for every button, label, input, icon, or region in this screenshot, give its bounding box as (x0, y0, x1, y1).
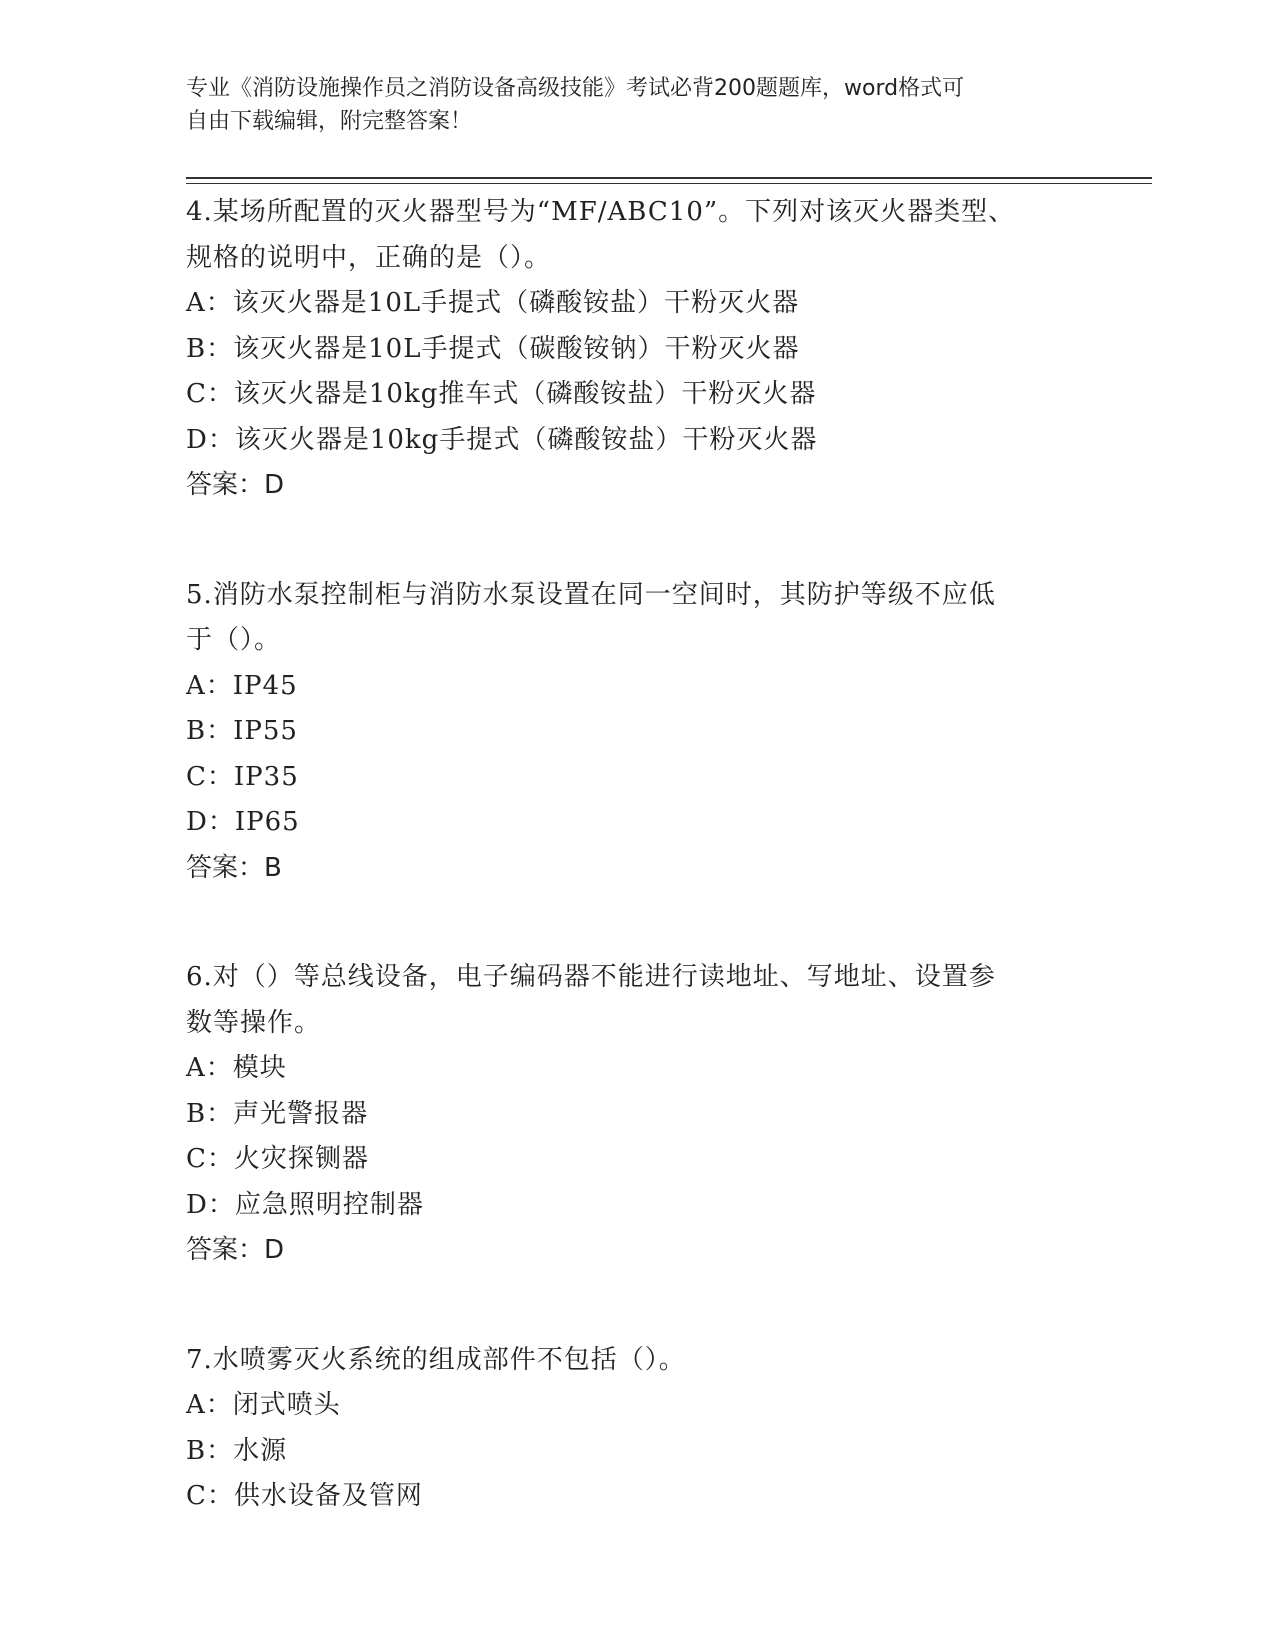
header-divider-thick (186, 177, 1152, 179)
answer-line: 答案：D (186, 470, 285, 500)
option-d: D：IP65 (186, 807, 300, 837)
option-a: A：模块 (186, 1053, 287, 1083)
header-divider-thin (186, 183, 1152, 184)
question-stem: 规格的说明中，正确的是（）。 (186, 242, 552, 273)
option-a: A：IP45 (186, 670, 298, 701)
option-b: B：IP55 (186, 716, 298, 746)
option-b: B：水源 (186, 1435, 288, 1466)
option-b: B：声光警报器 (186, 1098, 369, 1129)
option-c: C：火灾探铡器 (186, 1144, 369, 1174)
option-a: A：该灭火器是10L手提式（磷酸铵盐）干粉灭火器 (186, 288, 800, 318)
answer-line: 答案：B (186, 852, 282, 883)
option-d: D：该灭火器是10kg手提式（磷酸铵盐）干粉灭火器 (186, 424, 818, 455)
answer-line: 答案：D (186, 1235, 285, 1265)
document-header (186, 72, 1066, 138)
option-c: C：该灭火器是10kg推车式（磷酸铵盐）干粉灭火器 (186, 379, 817, 409)
header-line-2: 自由下载编辑，附完整答案！ (186, 109, 473, 134)
question-stem: 4.某场所配置的灭火器型号为“MF/ABC10”。下列对该灭火器类型、 (186, 197, 1016, 227)
option-b: B：该灭火器是10L手提式（碳酸铵钠）干粉灭火器 (186, 333, 800, 364)
question-4 (186, 190, 1066, 509)
header-line-1: 专业《消防设施操作员之消防设备高级技能》考试必背200题题库，word格式可 (186, 76, 965, 101)
question-stem: 6.对（）等总线设备，电子编码器不能进行读地址、写地址、设置参 (186, 962, 996, 992)
question-6 (186, 955, 1066, 1274)
option-c: C：供水设备及管网 (186, 1481, 423, 1511)
question-7 (186, 1338, 1066, 1520)
question-stem: 于（）。 (186, 625, 282, 655)
option-d: D：应急照明控制器 (186, 1189, 424, 1220)
question-5 (186, 573, 1066, 892)
question-stem: 7.水喷雾灭火系统的组成部件不包括（）。 (186, 1344, 686, 1375)
question-stem: 5.消防水泵控制柜与消防水泵设置在同一空间时，其防护等级不应低 (186, 579, 996, 610)
question-stem: 数等操作。 (186, 1007, 322, 1038)
question-list (186, 190, 1066, 1584)
option-a: A：闭式喷头 (186, 1390, 341, 1420)
option-c: C：IP35 (186, 761, 299, 792)
